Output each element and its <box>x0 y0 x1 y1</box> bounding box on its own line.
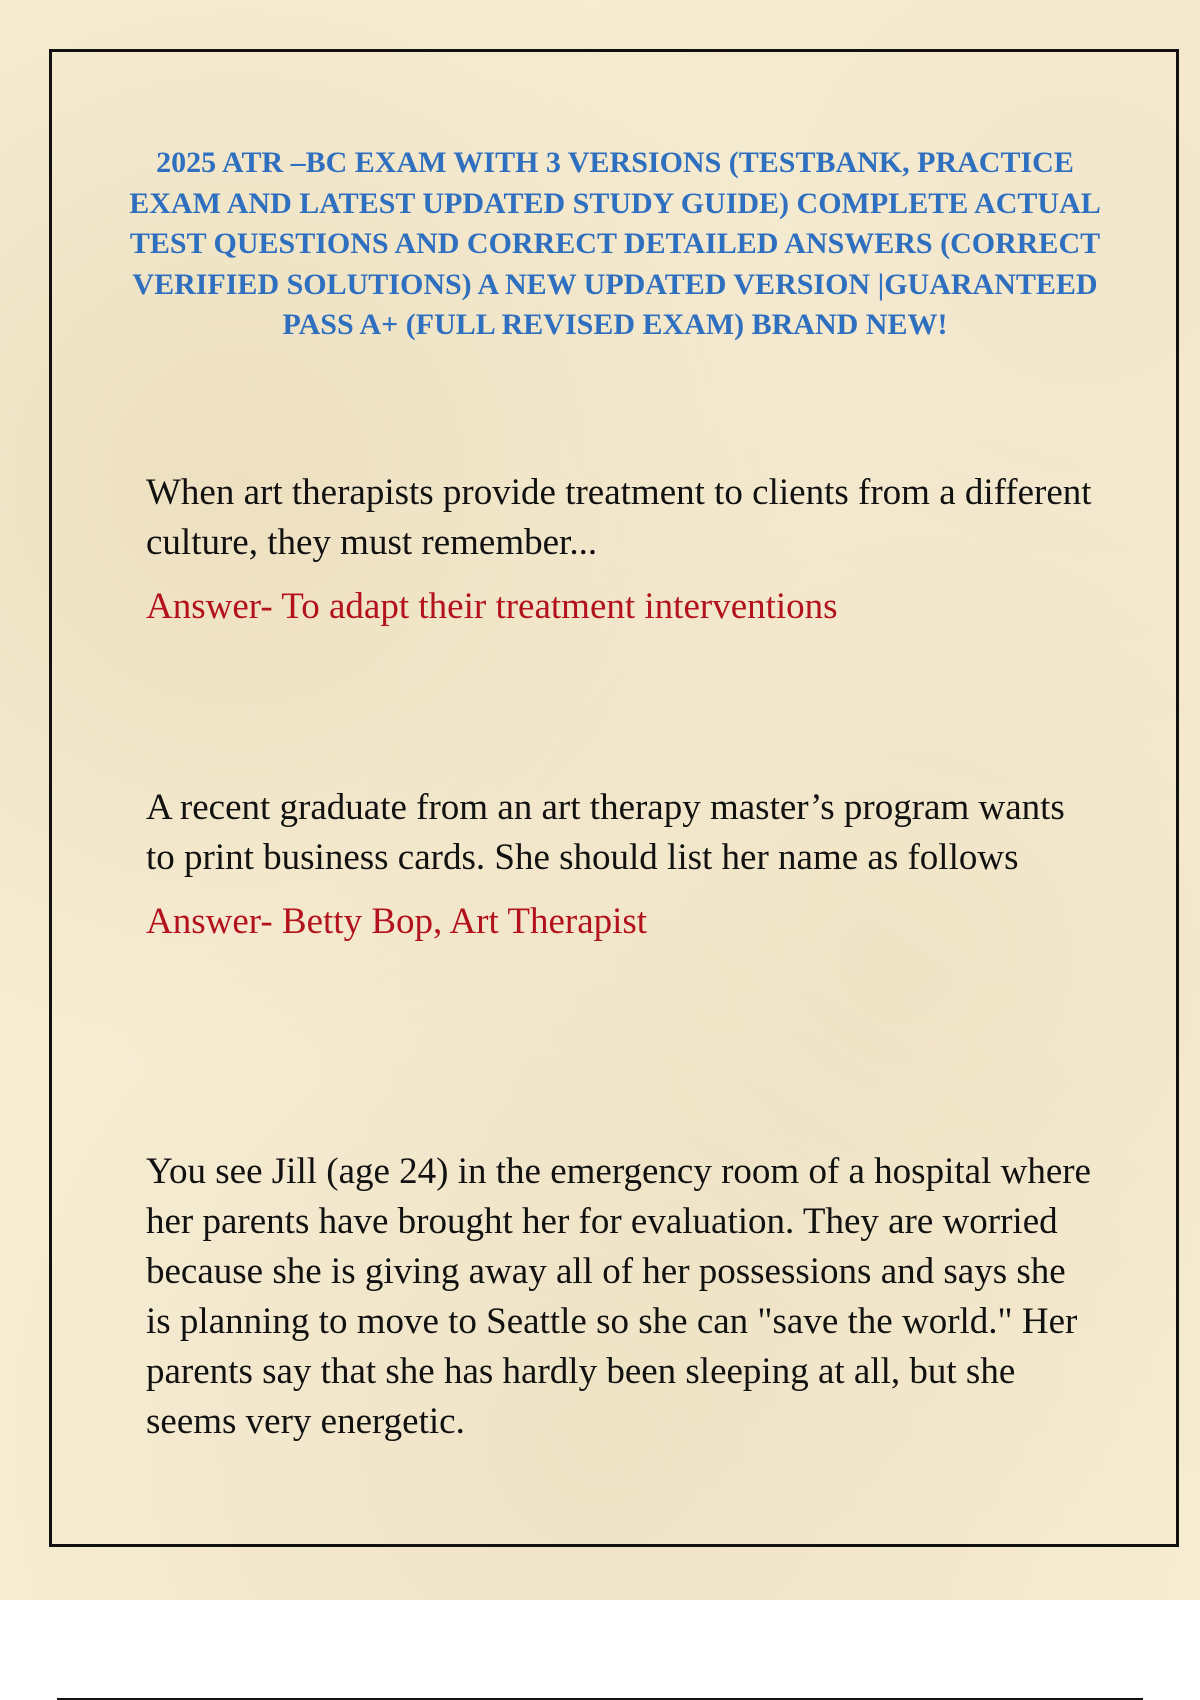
question-text: You see Jill (age 24) in the emergency room of a hospital where her parents have brought her for evaluation. They are worried because she is giving away all of her possessions and says she is planning to move to Seattle so she can "save the world." Her parents say that she has hardly been sleeping at all, but she seems very energetic. <box>146 1151 1091 1442</box>
document-title: 2025 ATR –BC EXAM WITH 3 VERSIONS (TESTBANK, PRACTICE EXAM AND LATEST UPDATED STUDY GUIDE) COMPLETE ACTUAL TEST QUESTIONS AND CORRECT DETAILED ANSWERS (CORRECT VERIFIED SOLUTIONS) A NEW UPDATED VERSION |GUARANTEED PASS A+ (FULL REVISED EXAM) BRAND NEW! <box>129 146 1101 341</box>
question-text: A recent graduate from an art therapy master’s program wants to print business cards. She should list her name as follows <box>146 787 1065 878</box>
answer-text: Answer- Betty Bop, Art Therapist <box>146 901 648 942</box>
qa-item <box>146 783 1096 947</box>
qa-item <box>146 468 1096 632</box>
question-text: When art therapists provide treatment to clients from a different culture, they must remember... <box>146 472 1092 563</box>
answer-text: Answer- To adapt their treatment interventions <box>146 586 838 627</box>
qa-item <box>146 1147 1096 1447</box>
